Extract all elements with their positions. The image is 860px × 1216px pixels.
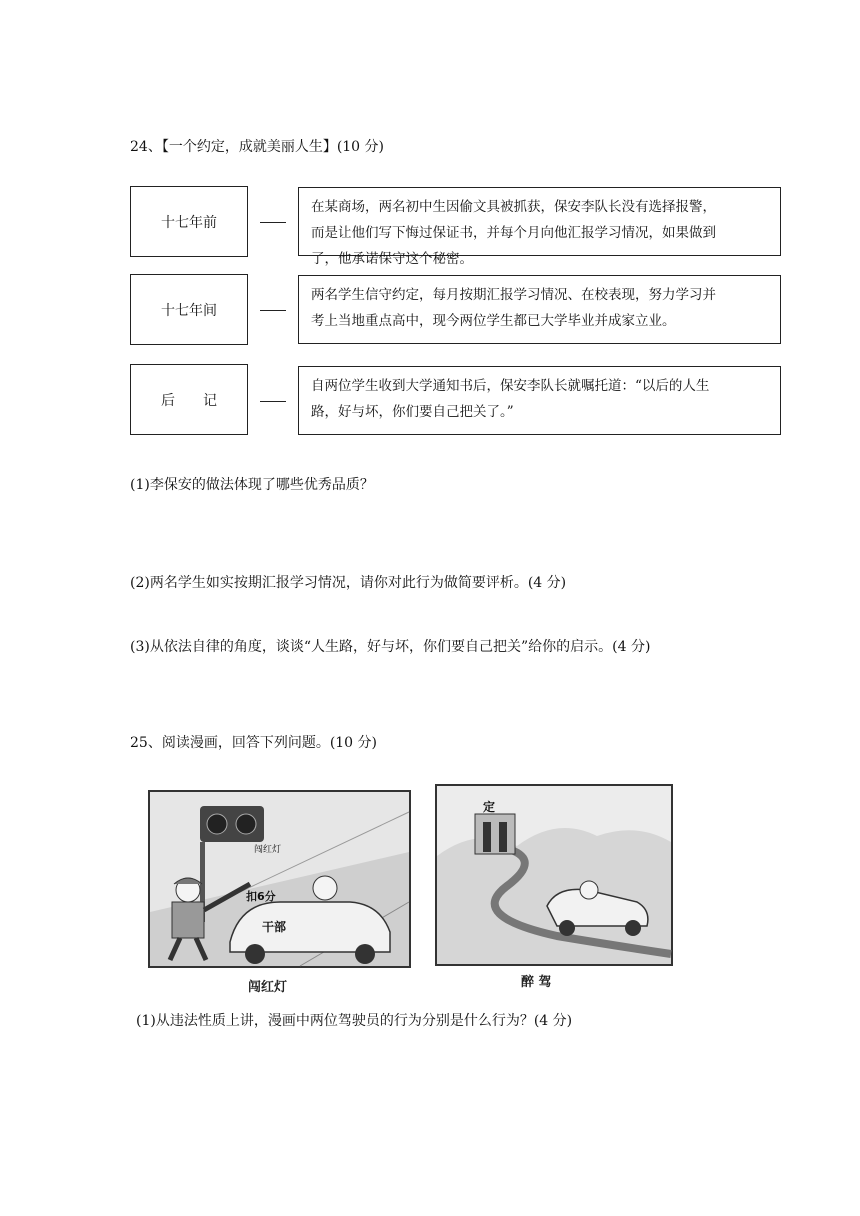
comic-drunk-driving-caption: 醉 驾 — [521, 975, 552, 990]
connector-dash — [260, 310, 286, 311]
timeline-label-box — [130, 274, 248, 345]
timeline-content-box — [298, 275, 781, 344]
comic-red-light-caption: 闯红灯 — [248, 980, 288, 995]
content-line: 考上当地重点高中，现今两位学生都已大学毕业并成家立业。 — [311, 313, 676, 329]
content-line: 两名学生信守约定，每月按期汇报学习情况、在校表现，努力学习并 — [311, 287, 716, 303]
comic-red-light-drawing — [150, 792, 409, 966]
timeline-label: 十七年前 — [161, 214, 217, 231]
content-line: 路，好与坏，你们要自己把关了。” — [311, 404, 514, 420]
q24-subquestion-3: (3)从依法自律的角度，谈谈“人生路，好与坏，你们要自己把关”给你的启示。(4 分) — [130, 639, 651, 655]
q25-subquestion-1: (1)从违法性质上讲，漫画中两位驾驶员的行为分别是什么行为？(4 分) — [136, 1013, 573, 1029]
timeline-label: 后 记 — [161, 392, 217, 409]
content-line: 而是让他们写下悔过保证书，并每个月向他汇报学习情况，如果做到 — [311, 225, 716, 241]
q24-subquestion-1: (1)李保安的做法体现了哪些优秀品质？ — [130, 477, 374, 493]
timeline-content-box — [298, 366, 781, 435]
comic-car-label: 干部 — [262, 920, 287, 934]
timeline-label: 十七年间 — [161, 302, 217, 319]
connector-dash — [260, 401, 286, 402]
q24-title: 24、【一个约定，成就美丽人生】(10 分) — [130, 139, 385, 155]
content-line: 了，他承诺保守这个秘密。 — [311, 251, 473, 267]
timeline-content-box — [298, 187, 781, 267]
comic-drunk-driving-image — [435, 784, 673, 966]
comic-drunk-driving-drawing — [437, 786, 671, 964]
connector-dash — [260, 222, 286, 223]
q25-title: 25、阅读漫画，回答下列问题。(10 分) — [130, 735, 378, 751]
timeline-label-box — [130, 186, 248, 257]
timeline-label-box — [130, 364, 248, 435]
comic-top-char: 定 — [483, 800, 496, 814]
comic-sign-text: 闯红灯 — [254, 845, 282, 855]
comic-red-light-image — [148, 790, 411, 968]
comic-deduct-text: 扣6分 — [246, 890, 276, 903]
content-line: 自两位学生收到大学通知书后，保安李队长就嘱托道：“以后的人生 — [311, 378, 710, 394]
content-line: 在某商场，两名初中生因偷文具被抓获，保安李队长没有选择报警， — [311, 199, 716, 215]
q24-subquestion-2: (2)两名学生如实按期汇报学习情况，请你对此行为做简要评析。(4 分) — [130, 575, 567, 591]
